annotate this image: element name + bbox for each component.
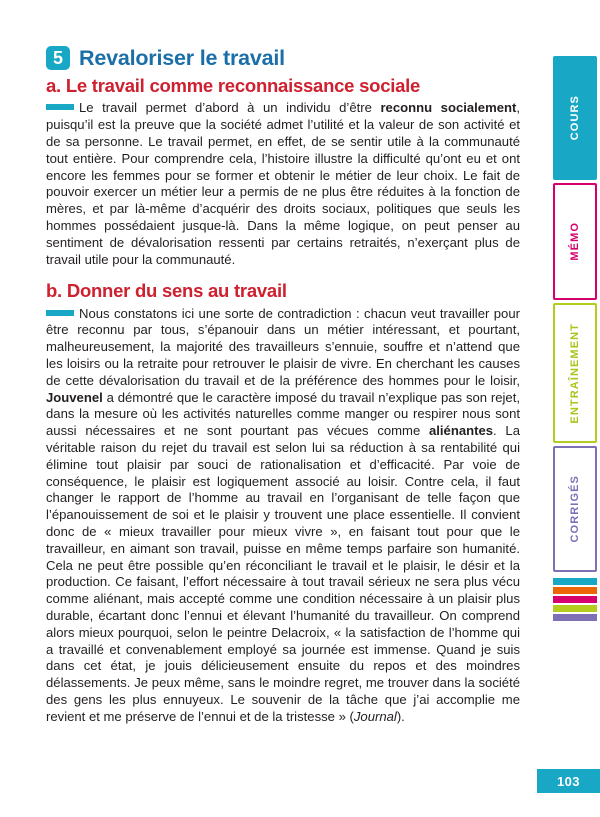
chip-purple: [553, 614, 597, 621]
section-tab-rail: [549, 0, 600, 817]
chip-magenta: [553, 596, 597, 603]
color-chip-stack: [553, 578, 597, 623]
page-number: 103: [537, 769, 600, 793]
subsection-heading-b: b. Donner du sens au travail: [46, 280, 287, 302]
section-heading: [46, 46, 520, 70]
paragraph-lead-dash-icon: [46, 104, 74, 110]
tab-entrainement[interactable]: [553, 303, 597, 443]
chip-orange: [553, 587, 597, 594]
tab-memo-label: MÉMO: [569, 222, 581, 261]
page-title: Revaloriser le travail: [79, 45, 285, 70]
tab-corriges[interactable]: [553, 446, 597, 572]
tab-corriges-label: CORRIGÉS: [569, 475, 581, 543]
tab-memo[interactable]: [553, 183, 597, 300]
chip-lime: [553, 605, 597, 612]
chip-teal: [553, 578, 597, 585]
section-number-badge: 5: [46, 46, 70, 70]
paragraph-a: [46, 100, 520, 268]
tab-cours[interactable]: [553, 56, 597, 180]
tab-entrainement-label: ENTRAÎNEMENT: [569, 322, 581, 424]
main-content: [46, 46, 520, 726]
paragraph-b: [46, 306, 520, 726]
paragraph-lead-dash-icon: [46, 310, 74, 316]
paragraph-a-text: Le travail permet d’abord à un individu d’être reconnu socialement, puisqu’il est la preuve que la société admet l’utilité et la valeur de son activité et de sa personne. Le travail permet, en effet, de se sentir utile à la communauté tout entière. Pour comprendre cela, l’histoire illustre la difficulté qu’ont eu et ont encore les femmes pour se former et obtenir le métier de leur choix. Le fait de pouvoir exercer un métier leur a permis de ne plus être réduites à la fonction de mères, et par là-même d’acquérir des droits sociaux, politiques que seuls les hommes possédaient jusque-là. Dans la même logique, on peut penser au sentiment de dévalorisation ressenti par certains retraités, n’exerçant plus de travail utile pour la communauté.: [46, 100, 520, 267]
paragraph-b-text: Nous constatons ici une sorte de contradiction : chacun veut travailler pour être reconnu par tous, s’épanouir dans un métier intéressant, et pourtant, malheureusement, la majorité des travailleurs s’ennuie, souffre et n’attend que les loisirs ou la retraite pour retrouver le plaisir de vivre. En cherchant les causes de cette dévalorisation du travail et de la préférence des hommes pour le loisir, Jouvenel a démontré que le caractère imposé du travail n’explique pas son rejet, dans la mesure où les activités naturelles comme manger ou respirer nous sont aussi nécessaires et ne sont pourtant pas vécues comme aliénantes. La véritable raison du rejet du travail est selon lui sa réduction à sa rentabilité qui élimine tout plaisir par souci de rationalisation et d’efficacité. Par voie de conséquence, le plaisir est logiquement associé au loisir. Contre cela, il faut changer le rapport de l’homme au travail en l’organisant de telle façon que l’épanouissement de soi et le plaisir y trouvent une place essentielle. Il convient donc de « mieux travailler pour mieux vivre », en faisant tout pour que le travailleur, en aimant son travail, puisse en même temps parfaire son humanité. Cela ne peut être possible qu’en réconciliant le travail et le plaisir, le désir et la production. Ce faisant, l’effort nécessaire à tout travail sérieux ne sera plus vécu comme aliénant, mais accepté comme une condition nécessaire à un plaisir plus durable, écartant donc l’ennui et élevant l’humanité du travailleur. On comprend alors mieux pourquoi, selon le peintre Delacroix, « la satisfaction de l’homme qui a travaillé et convenablement employé sa journée est immense. Quand je suis dans cet état, je jouis délicieusement ensuite du repos et des moindres délassements. Je peux même, sans le moindre regret, me trouver dans la société des gens les plus ennuyeux. Le souvenir de la tâche que j’ai accomplie me revient et me préserve de l’ennui et de la tristesse » (Journal).: [46, 305, 520, 724]
subsection-heading-a: a. Le travail comme reconnaissance sociale: [46, 75, 421, 96]
tab-cours-label: COURS: [569, 95, 581, 141]
